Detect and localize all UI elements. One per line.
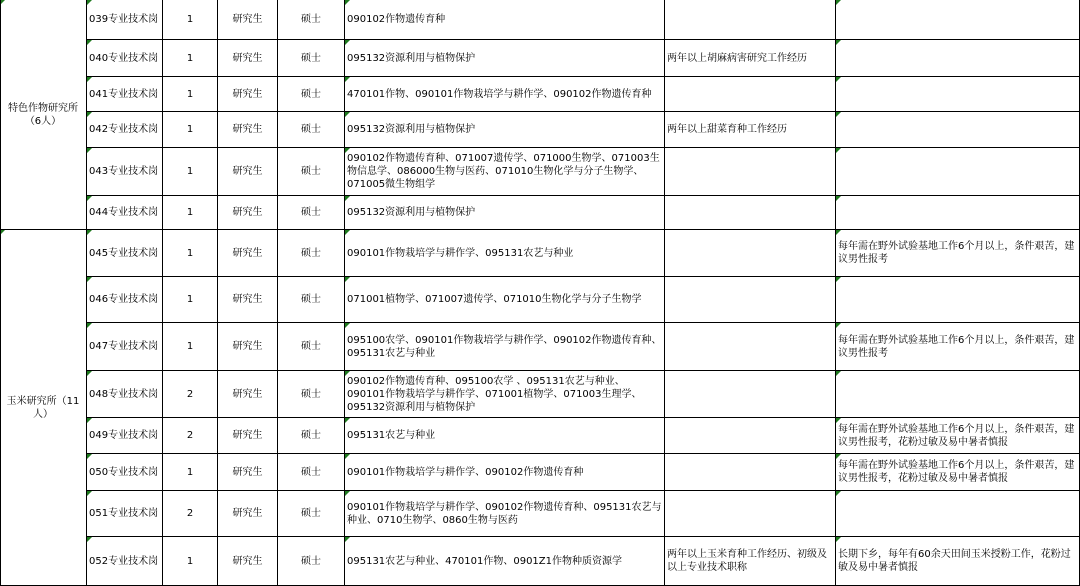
cell-degree[interactable] <box>278 77 345 112</box>
cell-degree[interactable] <box>278 418 345 454</box>
cell-notes-text: 每年需在野外试验基地工作6个月以上，条件艰苦，建议男性报考，花粉过敏及易中暑者慎报 <box>838 460 1075 484</box>
cell-count[interactable] <box>163 454 218 491</box>
cell-education[interactable] <box>218 40 278 77</box>
cell-degree-text: 硕士 <box>301 508 321 519</box>
group-name-cell-text: 玉米研究所（11人） <box>6 395 80 420</box>
cell-count-text: 1 <box>186 294 194 305</box>
cell-major[interactable] <box>345 148 665 196</box>
cell-education-text: 研究生 <box>232 341 263 352</box>
cell-education-text: 研究生 <box>232 166 263 177</box>
cell-code[interactable] <box>87 196 163 230</box>
cell-code-text: 044专业技术岗 <box>89 207 159 218</box>
cell-code-text: 045专业技术岗 <box>89 247 159 259</box>
cell-code-text: 052专业技术岗 <box>89 555 159 567</box>
cell-code[interactable] <box>87 40 163 77</box>
cell-code[interactable] <box>87 323 163 371</box>
cell-code-text: 039专业技术岗 <box>89 14 159 25</box>
cell-education-text: 研究生 <box>232 52 263 64</box>
cell-major[interactable] <box>345 277 665 323</box>
cell-code-text: 050专业技术岗 <box>89 466 159 478</box>
cell-code-text: 041专业技术岗 <box>89 88 159 100</box>
cell-notes-text: 每年需在野外试验基地工作6个月以上，条件艰苦，建议男性报考，花粉过敏及易中暑者慎报 <box>838 423 1075 448</box>
cell-major-text: 095132资源利用与植物保护 <box>347 124 476 135</box>
cell-major[interactable] <box>345 491 665 537</box>
cell-count-text: 1 <box>186 466 194 478</box>
cell-count[interactable] <box>163 371 218 418</box>
cell-notes-text: 长期下乡，每年有60余天田间玉米授粉工作，花粉过敏及易中暑者慎报 <box>838 549 1071 573</box>
cell-notes[interactable] <box>836 77 1080 112</box>
cell-code[interactable] <box>87 77 163 112</box>
cell-major-text: 090101作物栽培学与耕作学、090102作物遗传育种、095131农艺与种业、0710生物学、0860生物与医药 <box>347 501 662 526</box>
cell-education[interactable] <box>218 371 278 418</box>
cell-degree[interactable] <box>278 277 345 323</box>
cell-degree[interactable] <box>278 323 345 371</box>
cell-count-text: 2 <box>186 430 194 441</box>
cell-education[interactable] <box>218 77 278 112</box>
cell-degree[interactable] <box>278 537 345 586</box>
cell-experience-text: 两年以上胡麻病害研究工作经历 <box>667 52 807 64</box>
cell-experience[interactable] <box>665 148 836 196</box>
cell-degree-text: 硕士 <box>301 430 321 441</box>
cell-degree-text: 硕士 <box>301 247 321 259</box>
cell-major[interactable] <box>345 323 665 371</box>
cell-count-text: 1 <box>186 124 194 135</box>
cell-count[interactable] <box>163 323 218 371</box>
cell-education[interactable] <box>218 112 278 148</box>
cell-experience[interactable] <box>665 196 836 230</box>
cell-count-text: 1 <box>186 166 194 177</box>
cell-count[interactable] <box>163 277 218 323</box>
cell-education-text: 研究生 <box>232 508 263 519</box>
cell-experience[interactable] <box>665 418 836 454</box>
cell-count-text: 2 <box>186 508 194 519</box>
cell-notes[interactable] <box>836 454 1080 491</box>
cell-count[interactable] <box>163 40 218 77</box>
cell-education[interactable] <box>218 491 278 537</box>
cell-count-text: 2 <box>186 388 194 400</box>
cell-education-text: 研究生 <box>232 14 263 25</box>
cell-degree[interactable] <box>278 230 345 277</box>
cell-education[interactable] <box>218 0 278 40</box>
cell-major[interactable] <box>345 537 665 586</box>
cell-notes[interactable] <box>836 40 1080 77</box>
cell-major-text: 095132资源利用与植物保护 <box>347 207 476 218</box>
cell-major[interactable] <box>345 112 665 148</box>
cell-degree[interactable] <box>278 112 345 148</box>
group-name-cell-text: 特色作物研究所（6人） <box>8 102 78 127</box>
cell-education-text: 研究生 <box>232 247 263 259</box>
cell-education-text: 研究生 <box>232 124 263 135</box>
cell-degree-text: 硕士 <box>301 166 321 177</box>
cell-degree[interactable] <box>278 0 345 40</box>
cell-code-text: 049专业技术岗 <box>89 430 159 441</box>
cell-experience[interactable] <box>665 323 836 371</box>
cell-major-text: 470101作物、090101作物栽培学与耕作学、090102作物遗传育种 <box>347 88 652 100</box>
cell-education[interactable] <box>218 454 278 491</box>
cell-notes[interactable] <box>836 148 1080 196</box>
cell-code[interactable] <box>87 112 163 148</box>
cell-education[interactable] <box>218 277 278 323</box>
cell-degree[interactable] <box>278 148 345 196</box>
cell-education[interactable] <box>218 196 278 230</box>
cell-code-text: 042专业技术岗 <box>89 124 159 135</box>
cell-code-text: 051专业技术岗 <box>89 508 159 519</box>
group-name-cell[interactable] <box>0 0 87 230</box>
cell-education[interactable] <box>218 418 278 454</box>
cell-count-text: 1 <box>186 341 194 352</box>
cell-code-text: 048专业技术岗 <box>89 388 159 400</box>
cell-notes[interactable] <box>836 371 1080 418</box>
cell-experience[interactable] <box>665 230 836 277</box>
cell-count[interactable] <box>163 230 218 277</box>
cell-notes[interactable] <box>836 196 1080 230</box>
cell-experience-text: 两年以上玉米育种工作经历、初级及以上专业技术职称 <box>667 549 827 573</box>
cell-major-text: 095131农艺与种业 <box>347 430 436 441</box>
cell-notes[interactable] <box>836 537 1080 586</box>
cell-experience[interactable] <box>665 0 836 40</box>
cell-experience[interactable] <box>665 454 836 491</box>
cell-education[interactable] <box>218 230 278 277</box>
cell-count[interactable] <box>163 418 218 454</box>
cell-major-text: 090102作物遗传育种、095100农学 、095131农艺与种业、090101作物栽培学与耕作学、071001植物学、071003生理学、095132资源利用与植物保护 <box>347 375 642 413</box>
cell-count[interactable] <box>163 491 218 537</box>
cell-notes[interactable] <box>836 112 1080 148</box>
cell-degree[interactable] <box>278 196 345 230</box>
cell-code[interactable] <box>87 491 163 537</box>
cell-code[interactable] <box>87 230 163 277</box>
cell-experience[interactable] <box>665 112 836 148</box>
cell-major-text: 090101作物栽培学与耕作学、095131农艺与种业 <box>347 247 574 259</box>
cell-degree[interactable] <box>278 454 345 491</box>
cell-code[interactable] <box>87 148 163 196</box>
cell-degree[interactable] <box>278 40 345 77</box>
cell-code-text: 040专业技术岗 <box>89 52 159 64</box>
cell-count-text: 1 <box>186 88 194 100</box>
cell-degree-text: 硕士 <box>301 124 321 135</box>
cell-degree-text: 硕士 <box>301 294 321 305</box>
cell-experience[interactable] <box>665 277 836 323</box>
cell-degree[interactable] <box>278 371 345 418</box>
cell-major-text: 090101作物栽培学与耕作学、090102作物遗传育种 <box>347 466 584 478</box>
cell-degree[interactable] <box>278 491 345 537</box>
cell-major-text: 095132资源利用与植物保护 <box>347 52 476 64</box>
cell-count[interactable] <box>163 0 218 40</box>
cell-count[interactable] <box>163 77 218 112</box>
cell-degree-text: 硕士 <box>301 52 321 64</box>
cell-degree-text: 硕士 <box>301 388 321 400</box>
cell-code[interactable] <box>87 418 163 454</box>
cell-code[interactable] <box>87 371 163 418</box>
group-name-cell[interactable] <box>0 230 87 586</box>
cell-major[interactable] <box>345 371 665 418</box>
cell-code-text: 047专业技术岗 <box>89 341 159 352</box>
table-left-border <box>0 0 1 586</box>
cell-count-text: 1 <box>186 555 194 567</box>
cell-count-text: 1 <box>186 14 194 25</box>
cell-education[interactable] <box>218 148 278 196</box>
cell-major[interactable] <box>345 77 665 112</box>
cell-degree-text: 硕士 <box>301 207 321 218</box>
cell-notes[interactable] <box>836 0 1080 40</box>
cell-count[interactable] <box>163 112 218 148</box>
cell-major[interactable] <box>345 0 665 40</box>
cell-code[interactable] <box>87 454 163 491</box>
cell-experience[interactable] <box>665 491 836 537</box>
cell-notes[interactable] <box>836 323 1080 371</box>
cell-experience[interactable] <box>665 40 836 77</box>
cell-education-text: 研究生 <box>232 207 263 218</box>
cell-major-text: 090102作物遗传育种 <box>347 14 446 25</box>
cell-degree-text: 硕士 <box>301 14 321 25</box>
cell-count-text: 1 <box>186 247 194 259</box>
cell-count[interactable] <box>163 537 218 586</box>
cell-major[interactable] <box>345 230 665 277</box>
cell-notes[interactable] <box>836 491 1080 537</box>
cell-education-text: 研究生 <box>232 294 263 305</box>
cell-major-text: 071001植物学、071007遗传学、071010生物化学与分子生物学 <box>347 294 642 305</box>
cell-notes[interactable] <box>836 230 1080 277</box>
cell-code-text: 043专业技术岗 <box>89 166 159 177</box>
cell-notes-text: 每年需在野外试验基地工作6个月以上，条件艰苦，建议男性报考 <box>838 334 1075 359</box>
cell-education-text: 研究生 <box>232 555 263 567</box>
cell-major[interactable] <box>345 418 665 454</box>
cell-count-text: 1 <box>186 207 194 218</box>
cell-degree-text: 硕士 <box>301 555 321 567</box>
cell-count-text: 1 <box>186 52 194 64</box>
cell-notes[interactable] <box>836 277 1080 323</box>
cell-education-text: 研究生 <box>232 430 263 441</box>
cell-code[interactable] <box>87 277 163 323</box>
cell-experience[interactable] <box>665 77 836 112</box>
cell-major-text: 095100农学、090101作物栽培学与耕作学、090102作物遗传育种、095131农艺与种业 <box>347 334 662 359</box>
cell-degree-text: 硕士 <box>301 88 321 100</box>
cell-experience[interactable] <box>665 537 836 586</box>
cell-education[interactable] <box>218 323 278 371</box>
cell-notes[interactable] <box>836 418 1080 454</box>
cell-notes-text: 每年需在野外试验基地工作6个月以上，条件艰苦，建议男性报考 <box>838 241 1075 265</box>
cell-code-text: 046专业技术岗 <box>89 294 159 305</box>
cell-education[interactable] <box>218 537 278 586</box>
cell-education-text: 研究生 <box>232 88 263 100</box>
cell-education-text: 研究生 <box>232 466 263 478</box>
cell-experience[interactable] <box>665 371 836 418</box>
cell-count[interactable] <box>163 196 218 230</box>
cell-major[interactable] <box>345 454 665 491</box>
cell-major[interactable] <box>345 40 665 77</box>
cell-code[interactable] <box>87 537 163 586</box>
cell-degree-text: 硕士 <box>301 466 321 478</box>
cell-major-text: 090102作物遗传育种、071007遗传学、071000生物学、071003生物信息学、086000生物与医药、071010生物化学与分子生物学、071005微生物组学 <box>347 153 660 190</box>
cell-major[interactable] <box>345 196 665 230</box>
cell-degree-text: 硕士 <box>301 341 321 352</box>
cell-code[interactable] <box>87 0 163 40</box>
cell-experience-text: 两年以上甜菜育种工作经历 <box>667 124 787 135</box>
cell-count[interactable] <box>163 148 218 196</box>
cell-education-text: 研究生 <box>232 388 263 400</box>
cell-major-text: 095131农艺与种业、470101作物、0901Z1作物种质资源学 <box>347 555 623 567</box>
